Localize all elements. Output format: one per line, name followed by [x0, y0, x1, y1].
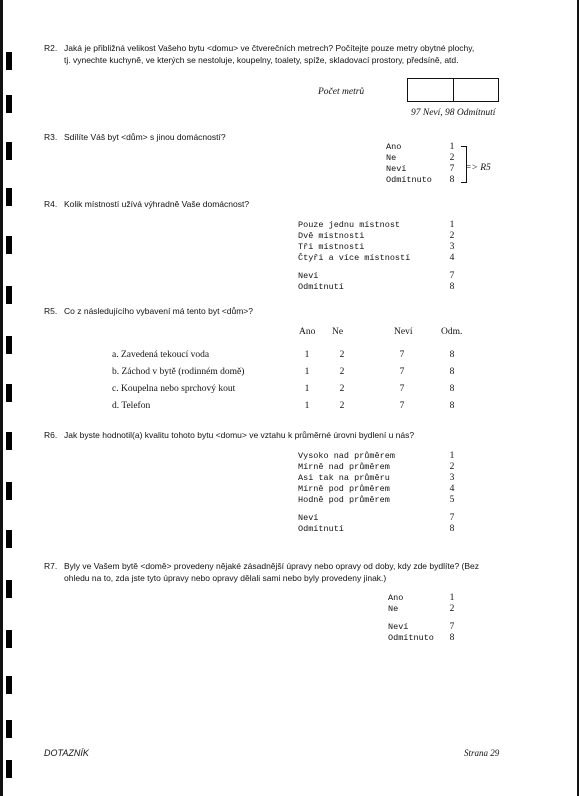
skip-instruction: => R5: [465, 163, 491, 173]
question-text-r7-line2: ohledu na to, zda jste tyto úpravy nebo opravy dělali sami nebo byly provedeny jinak.): [64, 573, 387, 583]
r3-option-label[interactable]: Ne: [386, 153, 397, 163]
question-number-r7: R7.: [44, 561, 58, 571]
r5-code[interactable]: 7: [399, 401, 405, 411]
r5-code[interactable]: 2: [339, 350, 345, 360]
question-number-r5: R5.: [44, 306, 58, 316]
margin-mark: [6, 336, 12, 354]
r5-code[interactable]: 1: [304, 350, 310, 360]
r5-row-label: c. Koupelna nebo sprchový kout: [112, 384, 236, 394]
r6-option-label[interactable]: Mírně pod průměrem: [298, 484, 390, 494]
r4-option-label[interactable]: Odmítnutí: [298, 282, 344, 292]
question-text-r2-line2: tj. vynechte kuchyně, ve kterých se nestoluje, koupelny, toalety, spíže, skladovací prostory, předsíně, atd.: [64, 55, 459, 65]
r5-code[interactable]: 1: [304, 367, 310, 377]
meters-box-cell-2[interactable]: [453, 78, 499, 102]
r6-option-code: 5: [449, 495, 455, 505]
r7-option-label[interactable]: Ano: [388, 593, 404, 603]
margin-mark: [6, 580, 12, 598]
r6-option-label[interactable]: Hodně pod průměrem: [298, 495, 390, 505]
r6-option-code: 2: [449, 462, 455, 472]
r3-option-code: 7: [449, 164, 455, 174]
r5-header: Neví: [394, 327, 413, 337]
page-number: Strana 29: [464, 748, 500, 758]
question-text-r5: Co z následujícího vybavení má tento byt <dům>?: [64, 306, 254, 316]
r4-option-code: 4: [449, 253, 455, 263]
r7-option-label[interactable]: Neví: [388, 622, 409, 632]
r4-option-label[interactable]: Pouze jednu místnost: [298, 220, 401, 230]
r6-option-code: 4: [449, 484, 455, 494]
margin-mark: [6, 432, 12, 450]
r3-option-label[interactable]: Ano: [386, 142, 402, 152]
margin-mark: [6, 720, 12, 738]
r4-option-code: 1: [449, 220, 455, 230]
margin-mark: [6, 188, 12, 206]
r4-option-code: 7: [449, 271, 455, 281]
question-text-r4: Kolik místností užívá výhradně Vaše domácnost?: [64, 199, 250, 209]
margin-mark: [6, 630, 12, 648]
r5-header: Ne: [332, 327, 344, 337]
margin-mark: [6, 384, 12, 402]
question-text-r2-line1: Jaká je přibližná velikost Vašeho bytu <domu> ve čtverečních metrech? Počítejte pouze metry obytné plochy,: [64, 43, 475, 53]
r7-option-label[interactable]: Ne: [388, 604, 399, 614]
r5-header: Odm.: [441, 327, 463, 337]
margin-mark: [6, 286, 12, 304]
r6-option-code: 3: [449, 473, 455, 483]
meters-codes-note: 97 Neví, 98 Odmítnutí: [411, 108, 496, 118]
r4-option-label[interactable]: Neví: [298, 271, 319, 281]
r7-option-code: 2: [449, 604, 455, 614]
footer-title: DOTAZNÍK: [44, 748, 89, 758]
r4-option-label[interactable]: Čtyři a více místností: [298, 253, 411, 263]
r5-code[interactable]: 8: [449, 384, 455, 394]
r6-option-label[interactable]: Neví: [298, 513, 319, 523]
r5-code[interactable]: 2: [339, 367, 345, 377]
r7-option-code: 1: [449, 593, 455, 603]
r4-option-code: 8: [449, 282, 455, 292]
question-number-r4: R4.: [44, 199, 58, 209]
margin-mark: [6, 95, 12, 113]
r5-code[interactable]: 8: [449, 401, 455, 411]
page-left-edge: [0, 0, 3, 796]
r5-code[interactable]: 1: [304, 384, 310, 394]
meters-field-label: Počet metrů: [318, 87, 365, 97]
r3-option-label[interactable]: Neví: [386, 164, 407, 174]
r6-option-label[interactable]: Odmítnutí: [298, 524, 344, 534]
question-text-r7-line1: Byly ve Vašem bytě <domě> provedeny nějaké zásadnější úpravy nebo opravy od doby, kdy zde bydlíte? (Bez: [64, 561, 480, 571]
meters-box-cell-1[interactable]: [407, 78, 454, 102]
r6-option-label[interactable]: Mírně nad průměrem: [298, 462, 390, 472]
r5-code[interactable]: 1: [304, 401, 310, 411]
r5-code[interactable]: 8: [449, 367, 455, 377]
margin-mark: [6, 530, 12, 548]
question-number-r2: R2.: [44, 43, 58, 53]
margin-mark: [6, 52, 12, 70]
r5-row-label: b. Záchod v bytě (rodinném domě): [112, 367, 245, 377]
r3-option-code: 1: [449, 142, 455, 152]
scan-margin-marks: [6, 0, 14, 796]
margin-mark: [6, 236, 12, 254]
r5-code[interactable]: 2: [339, 401, 345, 411]
margin-mark: [6, 142, 12, 160]
r5-code[interactable]: 2: [339, 384, 345, 394]
r6-option-code: 1: [449, 451, 455, 461]
margin-mark: [6, 482, 12, 500]
question-number-r3: R3.: [44, 132, 58, 142]
r4-option-code: 2: [449, 231, 455, 241]
r6-option-label[interactable]: Vysoko nad průměrem: [298, 451, 395, 461]
r6-option-code: 7: [449, 513, 455, 523]
question-number-r6: R6.: [44, 430, 58, 440]
margin-mark: [6, 760, 12, 778]
r7-option-code: 7: [449, 622, 455, 632]
r3-option-label[interactable]: Odmítnuto: [386, 175, 432, 185]
r4-option-code: 3: [449, 242, 455, 252]
r6-option-code: 8: [449, 524, 455, 534]
r5-code[interactable]: 8: [449, 350, 455, 360]
question-text-r6: Jak byste hodnotil(a) kvalitu tohoto bytu <domu> ve vztahu k průměrné úrovni bydlení u nás?: [64, 430, 415, 440]
question-text-r3: Sdílíte Váš byt <dům> s jinou domácností?: [64, 132, 226, 142]
r3-option-code: 2: [449, 153, 455, 163]
r3-option-code: 8: [449, 175, 455, 185]
r5-code[interactable]: 7: [399, 384, 405, 394]
r5-row-label: a. Zavedená tekoucí voda: [112, 350, 210, 360]
margin-mark: [6, 676, 12, 694]
r4-option-label[interactable]: Tři místnosti: [298, 242, 365, 252]
r5-row-label: d. Telefon: [112, 401, 151, 411]
r6-option-label[interactable]: Asi tak na průměru: [298, 473, 390, 483]
r7-option-label[interactable]: Odmítnuto: [388, 633, 434, 643]
r5-header: Ano: [299, 327, 316, 337]
r5-code[interactable]: 7: [399, 367, 405, 377]
r4-option-label[interactable]: Dvě místnosti: [298, 231, 365, 241]
r5-code[interactable]: 7: [399, 350, 405, 360]
r7-option-code: 8: [449, 633, 455, 643]
